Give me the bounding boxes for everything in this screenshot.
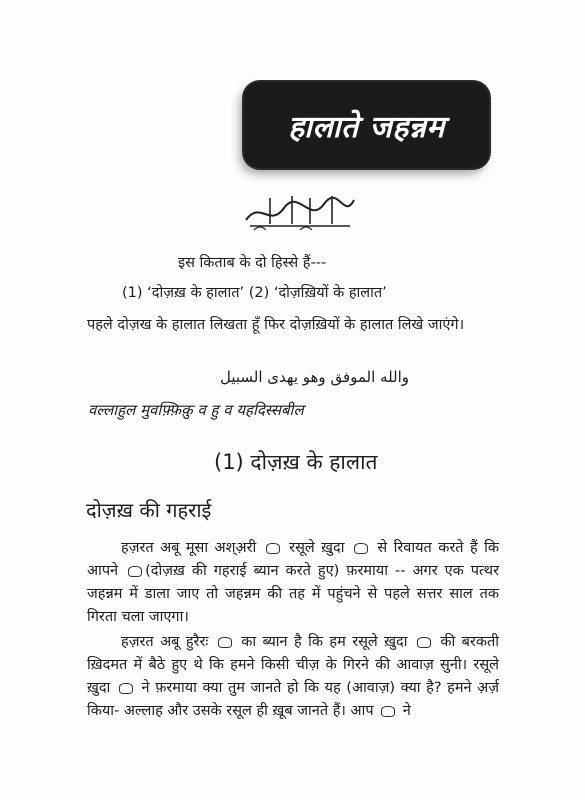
para3-part-e: ने	[402, 703, 411, 719]
chapter-title: हालाते जहन्नम	[288, 109, 445, 145]
para3-part-b: का ब्यान है कि हम रसूले ख़ुदा	[241, 634, 408, 650]
paragraph-1: पहले दोज़ख के हालात लिखता हूँ फिर दोज़ख़ियों के हालात लिखे जाएंगे।	[87, 317, 465, 333]
honorific-icon	[354, 543, 368, 554]
honorific-icon	[218, 637, 232, 648]
parts-text: (1) ‘दोज़ख़ के हालात’ (2) ‘दोज़ख़ियों के हालात’	[122, 285, 387, 301]
honorific-icon	[417, 637, 431, 648]
sub-heading: दोज़ख़ की गहराई	[86, 498, 212, 522]
paragraph-2	[87, 537, 499, 629]
honorific-icon	[128, 566, 142, 577]
transliteration: वल्लाहुल मुवफ़्फ़िक़ु व हु व यहदिस्सबील	[88, 401, 304, 419]
para3-part-d: ने फ़रमाया क्या तुम जानते हो कि यह (आवाज़) क्या है? हमने अ़र्ज़ किया- अल्लाह और उसके रसूल ही ख़ूब जानते हैं। आप	[87, 680, 500, 719]
honorific-icon	[381, 706, 395, 717]
para2-part-b: रसूले ख़ुदा	[289, 540, 345, 556]
paragraph-3	[87, 631, 499, 723]
honorific-icon	[266, 543, 280, 554]
para2-part-c: से रिवायत करते हैं कि आपने	[87, 540, 499, 579]
para3-part-a: हज़रत अबू हुरैरः	[121, 634, 209, 650]
honorific-icon	[119, 683, 133, 694]
para3-part-c: की बरकती ख़िदमत में बैठे हुए थे कि हमने किसी चीज़ के गिरने की आवाज़ सुनी। रसूले ख़ुदा	[87, 634, 500, 696]
chapter-title-banner	[244, 82, 489, 168]
para2-part-a: हज़रत अबू मूसा अश्अ़री	[121, 540, 257, 556]
intro-text: इस किताब के दो हिस्से हैं---	[178, 255, 327, 271]
arabic-phrase: والله الموفق وهو يهدى السبيل	[220, 368, 410, 386]
section-title: (1) दोज़ख़ के हालात	[214, 450, 378, 474]
bismillah-calligraphy-icon	[240, 190, 360, 234]
para2-part-d: (दोज़ख़ की गहराई ब्यान करते हुए) फ़रमाया -- अगर एक पत्थर जहन्नम में डाला जाए तो जहन्नम की तह में पहुंचने से पहले सत्तर साल तक गिरता चला जाएगा।	[87, 563, 499, 625]
